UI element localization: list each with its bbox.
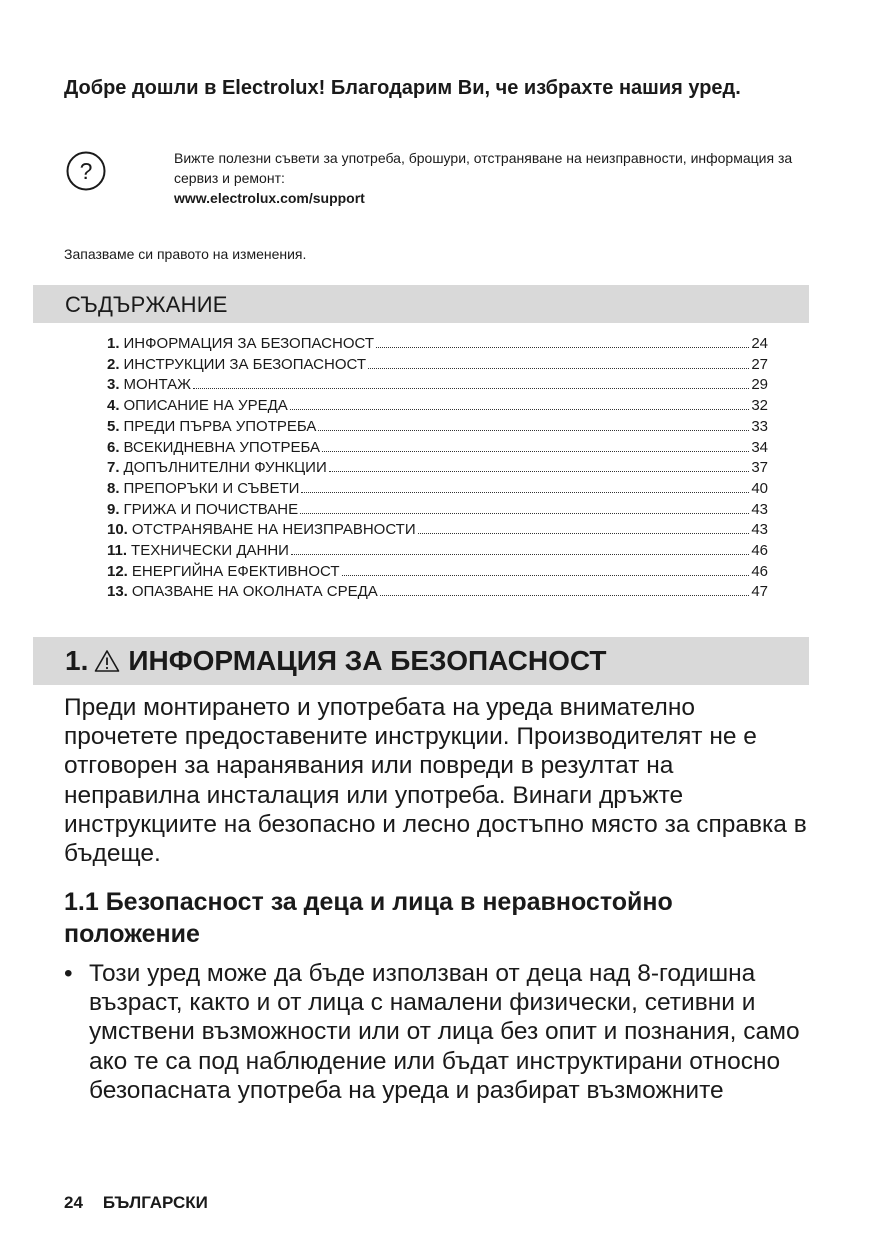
toc-item[interactable]	[107, 438, 768, 459]
toc-item-page: 47	[751, 583, 768, 601]
toc-leader-dots	[376, 347, 749, 348]
toc-leader-dots	[193, 388, 749, 389]
toc-item-number: 2.	[107, 355, 120, 373]
toc-item[interactable]	[107, 375, 768, 396]
warning-icon	[94, 649, 120, 673]
toc-item-label: ИНФОРМАЦИЯ ЗА БЕЗОПАСНОСТ	[123, 335, 375, 352]
toc-item-page: 37	[751, 459, 768, 477]
toc-item-page: 27	[751, 355, 768, 373]
toc-item[interactable]	[107, 582, 768, 603]
toc-item[interactable]	[107, 417, 768, 438]
section-title: ИНФОРМАЦИЯ ЗА БЕЗОПАСНОСТ	[128, 645, 607, 676]
table-of-contents	[107, 334, 768, 603]
question-icon	[66, 151, 106, 191]
toc-item-number: 3.	[107, 376, 120, 394]
sub-heading: 1.1 Безопасност за деца и лица в неравностойно положение	[64, 888, 673, 948]
toc-item-page: 46	[751, 562, 768, 580]
page-number: 24	[64, 1193, 83, 1212]
bullet-text: Този уред може да бъде използван от деца над 8-годишна възраст, както и от лица с намалени физически, сетивни и умствени възможности или от лица без опит и познания, само ако те са под наблюдение или бъдат инструктирани относно безопасната употреба на уреда и разбират възможните	[89, 960, 800, 1104]
toc-item[interactable]	[107, 458, 768, 479]
toc-item-page: 33	[751, 417, 768, 435]
toc-item-page: 40	[751, 479, 768, 497]
toc-item[interactable]	[107, 520, 768, 541]
toc-item-label: ТЕХНИЧЕСКИ ДАННИ	[131, 542, 289, 560]
support-link[interactable]: www.electrolux.com/support	[174, 190, 365, 206]
toc-item-page: 32	[751, 397, 768, 415]
toc-item-number: 13.	[107, 583, 128, 601]
toc-item-page: 29	[751, 376, 768, 394]
toc-leader-dots	[291, 554, 749, 555]
toc-item-label: ВСЕКИДНЕВНА УПОТРЕБА	[123, 438, 321, 456]
bullet-mark: •	[64, 960, 73, 987]
toc-leader-dots	[318, 430, 749, 431]
intro-paragraph: Преди монтирането и употребата на уреда внимателно прочетете предоставените инструкции. Производителят не е отговорен за наранявания или повреди в резултат на неправилна инсталация или употреба. Винаги дръжте инструкциите на безопасно и лесно достъпно място за справка в бъдеще.	[64, 694, 807, 868]
toc-leader-dots	[418, 533, 750, 534]
toc-leader-dots	[380, 595, 749, 596]
welcome-heading: Добре дошли в Electrolux! Благодарим Ви, че избрахте нашия уред.	[64, 77, 741, 99]
support-info	[174, 148, 814, 208]
toc-item-page: 24	[751, 335, 768, 352]
toc-item-number: 10.	[107, 521, 128, 539]
toc-leader-dots	[301, 492, 749, 493]
toc-item[interactable]	[107, 479, 768, 500]
toc-item-page: 43	[751, 521, 768, 539]
toc-item-number: 6.	[107, 438, 120, 456]
toc-leader-dots	[329, 471, 750, 472]
toc-item-page: 43	[751, 500, 768, 518]
toc-leader-dots	[300, 513, 749, 514]
toc-item-label: ИНСТРУКЦИИ ЗА БЕЗОПАСНОСТ	[123, 355, 366, 373]
toc-leader-dots	[342, 575, 750, 576]
toc-item[interactable]	[107, 500, 768, 521]
toc-item[interactable]	[107, 355, 768, 376]
toc-item-number: 9.	[107, 500, 120, 518]
toc-item-number: 7.	[107, 459, 120, 477]
toc-item[interactable]	[107, 334, 768, 355]
section-heading	[33, 637, 809, 685]
toc-item-page: 34	[751, 438, 768, 456]
toc-leader-dots	[322, 451, 749, 452]
reserve-note: Запазваме си правото на изменения.	[64, 246, 307, 262]
bullet-list	[64, 959, 809, 1105]
toc-item-label: ГРИЖА И ПОЧИСТВАНЕ	[123, 500, 299, 518]
toc-title: СЪДЪРЖАНИЕ	[33, 285, 809, 323]
support-description: Вижте полезни съвети за употреба, брошури, отстраняване на неизправности, информация за сервиз и ремонт:	[174, 150, 793, 186]
toc-item[interactable]	[107, 541, 768, 562]
toc-item-number: 4.	[107, 397, 120, 415]
toc-item-label: ДОПЪЛНИТЕЛНИ ФУНКЦИИ	[123, 459, 327, 477]
toc-item-label: ПРЕПОРЪКИ И СЪВЕТИ	[123, 479, 300, 497]
toc-item-page: 46	[751, 542, 768, 560]
toc-item-label: ОТСТРАНЯВАНЕ НА НЕИЗПРАВНОСТИ	[131, 521, 416, 539]
language-label: БЪЛГАРСКИ	[102, 1193, 208, 1212]
toc-item-number: 1.	[107, 335, 120, 352]
svg-text:?: ?	[79, 158, 93, 184]
toc-item[interactable]	[107, 562, 768, 583]
toc-item-label: ЕНЕРГИЙНА ЕФЕКТИВНОСТ	[131, 562, 340, 580]
toc-item-number: 11.	[107, 542, 128, 560]
toc-item-number: 12.	[107, 562, 128, 580]
toc-item-label: ОПИСАНИЕ НА УРЕДА	[123, 397, 288, 415]
toc-item-number: 5.	[107, 417, 120, 435]
toc-leader-dots	[290, 409, 750, 410]
list-item	[64, 959, 809, 1105]
page-footer	[64, 1193, 208, 1213]
toc-item-label: ПРЕДИ ПЪРВА УПОТРЕБА	[123, 417, 317, 435]
toc-leader-dots	[368, 368, 749, 369]
toc-item-label: МОНТАЖ	[123, 376, 192, 394]
toc-item[interactable]	[107, 396, 768, 417]
toc-item-label: ОПАЗВАНЕ НА ОКОЛНАТА СРЕДА	[131, 583, 378, 601]
section-number: 1.	[65, 645, 89, 676]
toc-item-number: 8.	[107, 479, 120, 497]
